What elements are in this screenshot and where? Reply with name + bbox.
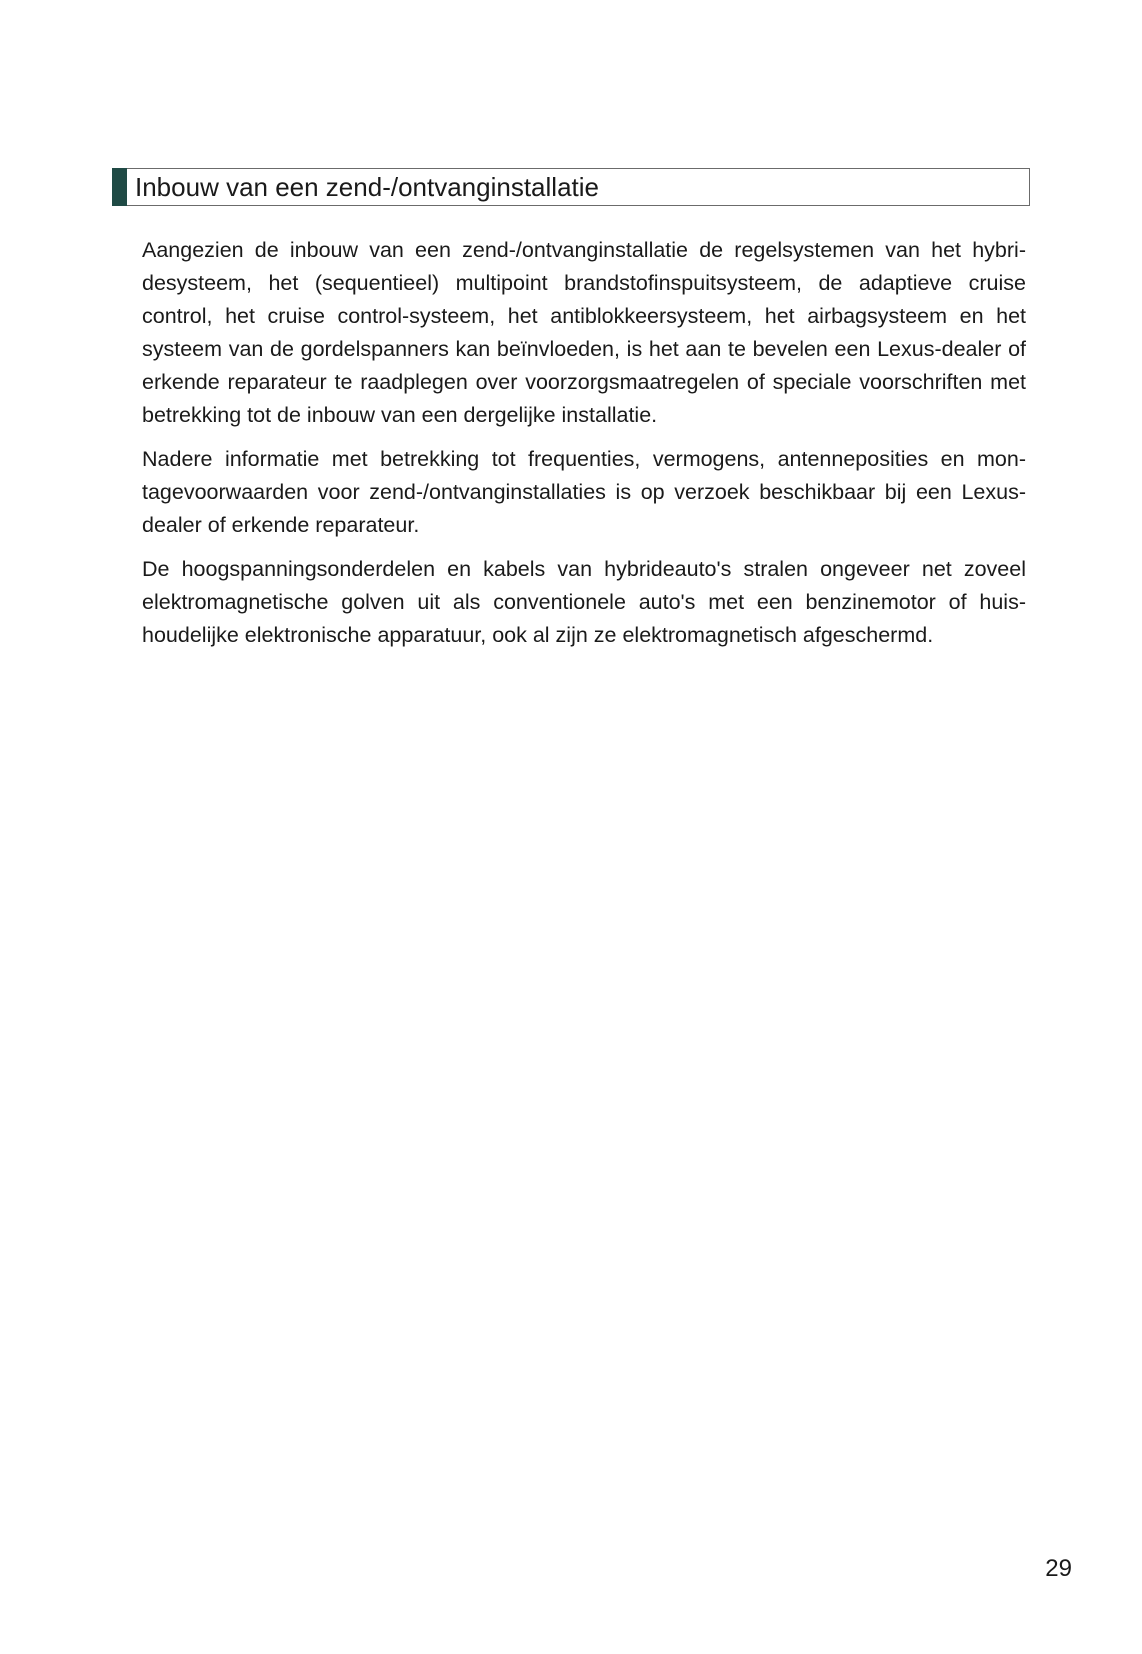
section-title: Inbouw van een zend-/ontvanginstallatie xyxy=(135,172,599,202)
body-text xyxy=(142,234,1026,663)
paragraph-installation-advice: Aangezien de inbouw van een zend-/ontvanginstallatie de regelsystemen van het hybridesysteem, het (sequentieel) multipoint brandstofinspuitsysteem, de adaptieve cruise control, het cruise control-systeem, het antiblokkeersysteem, het airbagsysteem en het systeem van de gordelspanners kan beïnvloeden, is het aan te bevelen een Lexus-dealer of erkende reparateur te raadplegen over voorzorgsmaatregelen of speciale voorschriften met betrekking tot de inbouw van een dergelijke installatie. xyxy=(142,238,1026,427)
paragraph-further-information: Nadere informatie met betrekking tot frequenties, vermogens, antenneposities en montagevoorwaarden voor zend-/ontvanginstallaties is op verzoek beschikbaar bij een Lexus-dealer of erkende reparateur. xyxy=(142,447,1026,537)
page-number: 29 xyxy=(1045,1555,1072,1582)
paragraph-electromagnetic-waves: De hoogspanningsonderdelen en kabels van hybrideauto's stralen ongeveer net zoveel elektromagnetische golven uit als conventionele auto's met een benzinemotor of huishoudelijke elektronische apparatuur, ook al zijn ze elektromagnetisch afgeschermd. xyxy=(142,557,1026,647)
section-header xyxy=(112,168,1030,206)
section-marker-bar xyxy=(112,168,127,206)
